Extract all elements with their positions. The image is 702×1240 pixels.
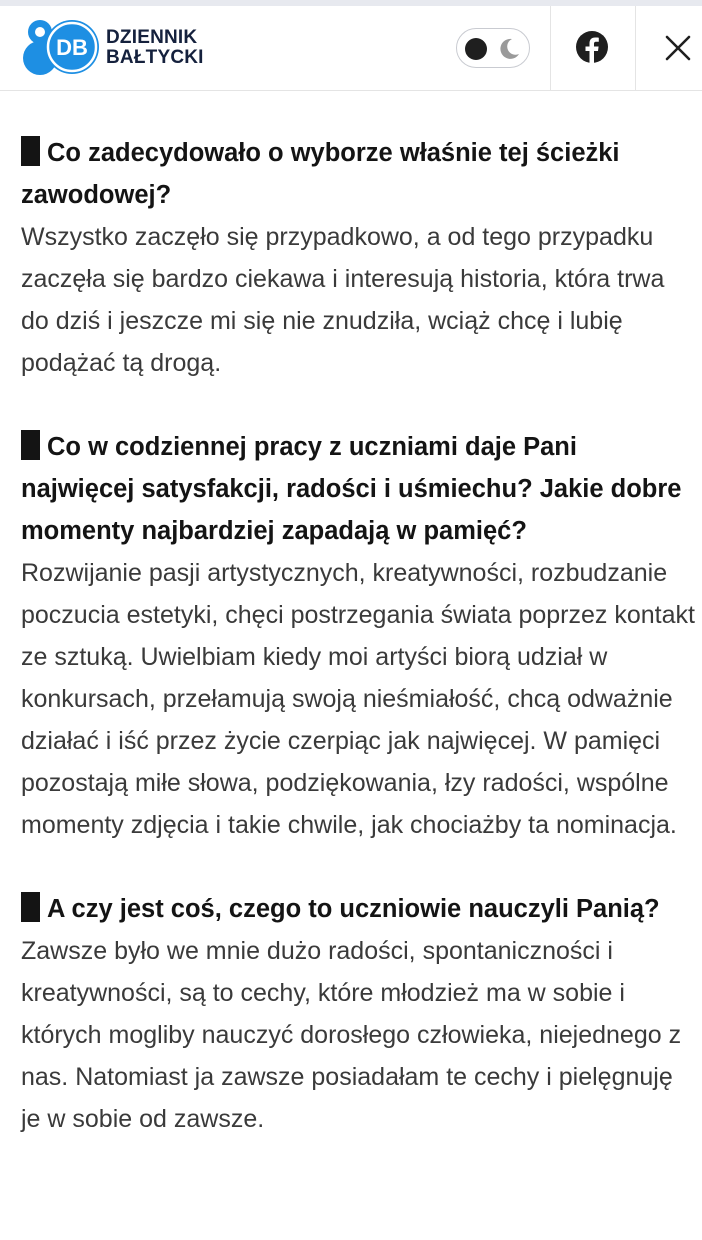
answer-text: Rozwijanie pasji artystycznych, kreatywności, rozbudzanie poczucia estetyki, chęci postrzegania świata poprzez kontakt ze sztuką. Uwielbiam kiedy moi artyści biorą udział w konkursach, przełamują swoją nieśmiałość, chcą odważnie działać i iść przez życie czerpiąc jak najwięcej. W pamięci pozostają miłe słowa, podziękowania, łzy radości, wspólne momenty zdjęcia i takie chwile, jak chociażby ta nominacja. [21,559,695,839]
site-header [0,6,702,91]
answer-text: Zawsze było we mnie dużo radości, spontaniczności i kreatywności, są to cechy, które młodzież ma w sobie i których mogliby nauczyć dorosłego człowieka, niejednego z nas. Natomiast ja zawsze posiadałam te cechy i pielęgnuję je w sobie od zawsze. [21,937,682,1133]
question-heading [21,888,697,930]
dark-dot-icon [465,38,487,60]
question-heading [21,132,697,216]
close-icon[interactable] [663,33,693,63]
theme-toggle[interactable] [456,28,530,68]
question-marker [21,892,40,922]
logo-mark-icon [20,18,102,78]
header-divider [550,6,551,91]
question-heading [21,426,697,552]
answer-text: Wszystko zaczęło się przypadkowo, a od tego przypadku zaczęła się bardzo ciekawa i interesują historia, która trwa do dziś i jeszcze mi się nie znudziła, wciąż chcę i lubię podążać tą drogą. [21,223,665,377]
header-divider [635,6,636,91]
facebook-icon[interactable] [575,30,609,64]
article-body [21,132,697,1182]
logo-wordmark [106,28,226,68]
question-text: A czy jest coś, czego to uczniowie nauczyli Panią? [47,895,660,923]
question-text: Co zadecydowało o wyborze właśnie tej ścieżki zawodowej? [21,139,620,209]
logo-line-2: BAŁTYCKI [106,47,204,68]
moon-icon [496,36,522,62]
qa-item [21,888,697,1140]
logo-line-1: DZIENNIK [106,27,198,48]
qa-item [21,426,697,846]
site-logo[interactable] [20,18,220,78]
qa-item [21,132,697,384]
question-marker [21,136,40,166]
question-text: Co w codziennej pracy z uczniami daje Pani najwięcej satysfakcji, radości i uśmiechu? Jakie dobre momenty najbardziej zapadają w pamięć? [21,433,682,545]
question-marker [21,430,40,460]
logo-letters: DB [56,35,88,60]
